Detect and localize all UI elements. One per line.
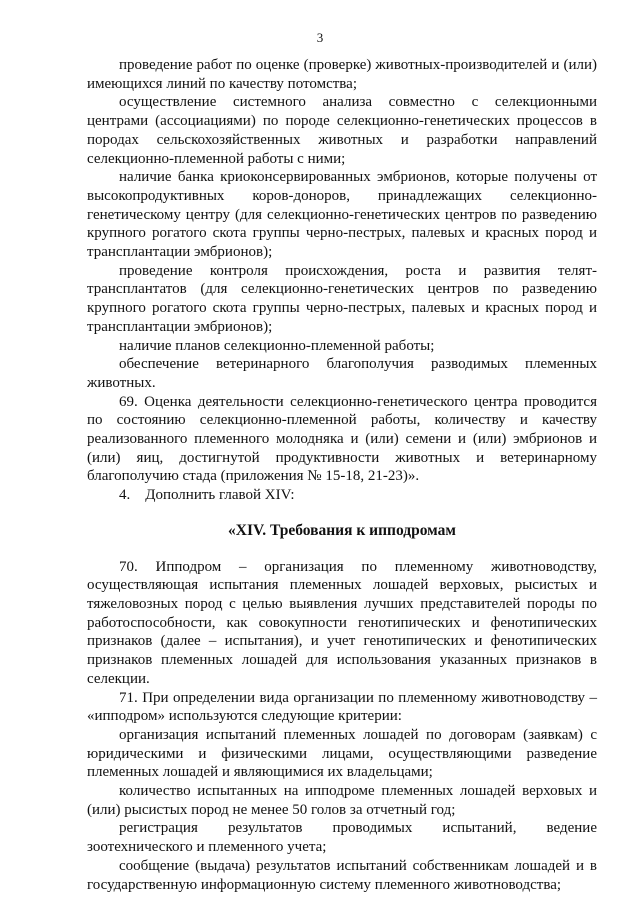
paragraph-embryo-bank: наличие банка криоконсервированных эмбрионов, которые получены от высокопродуктивных коров-доноров, принадлежащих селекционно-генетическому центру (для селекционно-генетических центров по разведению крупного рогатого скота группы черно-пестрых, палевых и красных пород и трансплантации эмбрионов); bbox=[87, 169, 597, 261]
paragraph-results-registration: регистрация результатов проводимых испытаний, ведение зоотехнического и племенного учета; bbox=[87, 820, 597, 856]
paragraph-evaluation-offspring: проведение работ по оценке (проверке) животных-производителей и (или) имеющихся линий по качеству потомства; bbox=[87, 57, 597, 92]
paragraph-results-reporting: сообщение (выдача) результатов испытаний собственникам лошадей и в государственную информационную систему племенного животноводства; bbox=[87, 857, 597, 893]
paragraph-71: 71. При определении вида организации по племенному животноводству – «ипподром» используются следующие критерии: bbox=[87, 689, 597, 725]
section-heading: «XIV. Требования к ипподромам bbox=[228, 521, 456, 539]
paragraph-tested-horses-count: количество испытанных на ипподроме племенных лошадей верховых и (или) рысистых пород не менее 50 голов за отчетный год; bbox=[87, 783, 597, 818]
paragraph-calf-control: проведение контроля происхождения, роста и развития телят-трансплантатов (для селекционно-генетических центров по разведению крупного рогатого скота группы черно-пестрых, палевых и красных пород и трансплантации эмбрионов); bbox=[87, 262, 597, 335]
paragraph-69: 69. Оценка деятельности селекционно-генетического центра проводится по состоянию селекционно-племенной работы, количеству и качеству реализованного племенного молодняка и (или) семени и (или) эмбрионов и (или) яиц, достигнутой продуктивности животных и ветеринарному благополучию стада (приложения № 15-18, 21-23)». bbox=[87, 393, 597, 485]
paragraph-systems-analysis: осуществление системного анализа совместно с селекционными центрами (ассоциациями) по породе селекционно-генетических процессов в породах сельскохозяйственных животных и разработки направлений селекционно-племенной работы с ними; bbox=[87, 94, 597, 167]
page-number: 3 bbox=[316, 30, 324, 45]
paragraph-test-organization: организация испытаний племенных лошадей по договорам (заявкам) с юридическими и физическими лицами, осуществляющими разведение племенных лошадей и являющимися их владельцами; bbox=[87, 726, 597, 781]
paragraph-veterinary-welfare: обеспечение ветеринарного благополучия разводимых племенных животных. bbox=[87, 356, 597, 391]
paragraph-breeding-plans: наличие планов селекционно-племенной работы; bbox=[119, 337, 435, 354]
paragraph-item-4: 4. Дополнить главой XIV: bbox=[119, 487, 295, 504]
document-body bbox=[87, 56, 597, 894]
paragraph-70: 70. Ипподром – организация по племенному животноводству, осуществляющая испытания племенных лошадей верховых, рысистых и тяжеловозных пород с целью выявления лучших представителей породы по работоспособности, как совокупности генотипических и фенотипических признаков (далее – испытания), и учет генотипических и фенотипических признаков племенных лошадей для использования указанных признаков в селекции. bbox=[87, 558, 597, 687]
